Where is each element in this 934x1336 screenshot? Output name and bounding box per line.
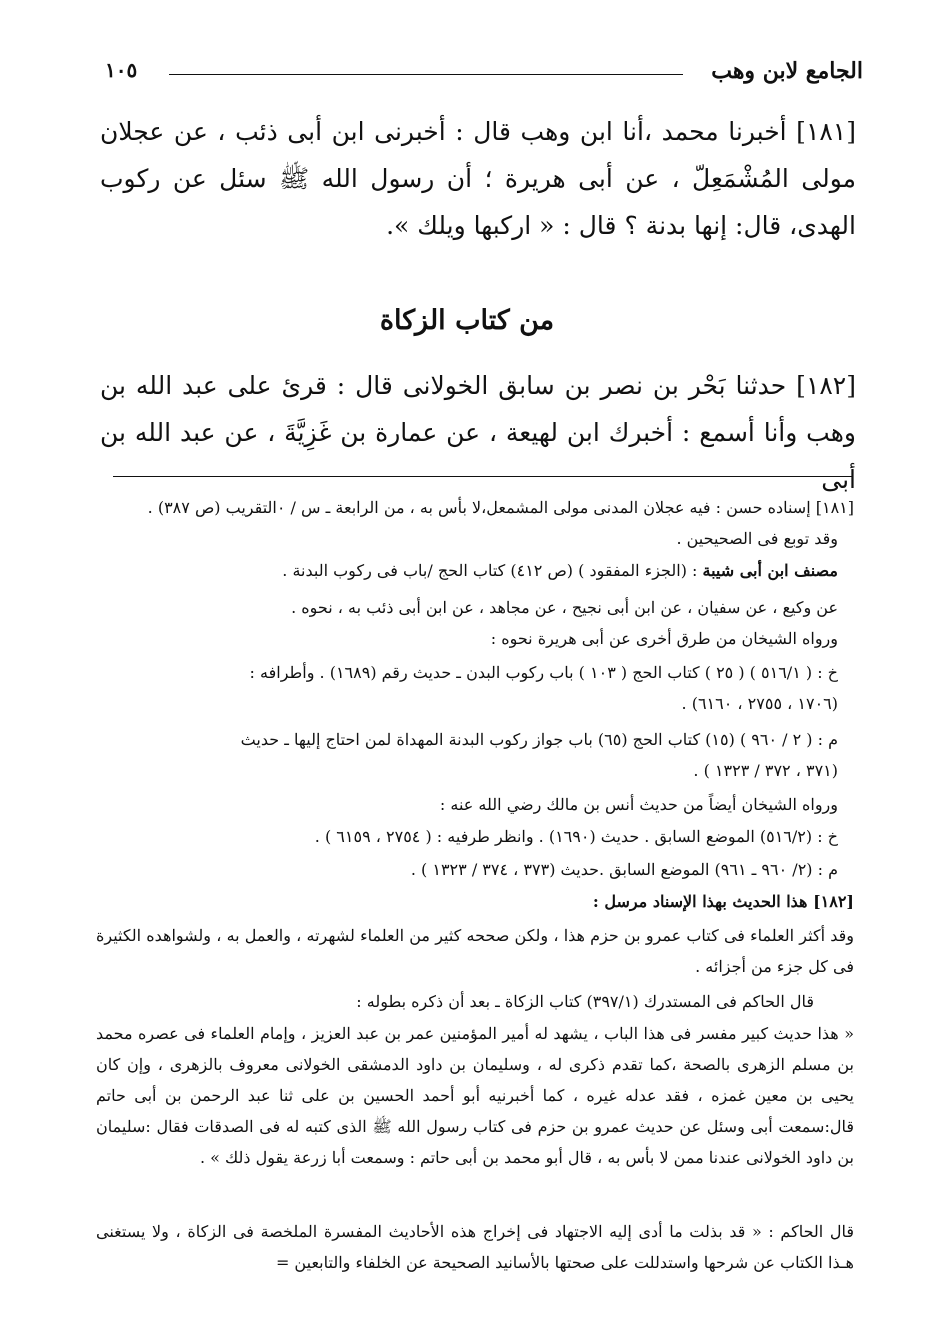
footnote-181-line: خ : (٥١٦/٢) الموضع السابق . حديث (١٦٩٠) . وانظر طرفيه : ( ٢٧٥٤ ، ٦١٥٩ ) . bbox=[314, 827, 838, 846]
footnote-divider bbox=[113, 476, 853, 477]
footnote-182-paragraph: وقد أكثر العلماء فى كتاب عمرو بن حزم هذا ، ولكن صححه كثير من العلماء لشهرته ، والعمل به ، ولشواهده الكثيرة فى كل جزء من أجزائه . bbox=[96, 926, 854, 976]
footnote-181-line: ورواه الشيخان من طرق أخرى عن أبى هريرة نحوه : bbox=[490, 629, 838, 648]
source-ref: : (الجزء المفقود ) (ص ٤١٢) كتاب الحج /باب فى ركوب البدنة . bbox=[282, 561, 703, 580]
page-number: ١٠٥ bbox=[105, 58, 138, 82]
hadith-text: حدثنا بَحْر بن نصر بن سابق الخولانى قال : قرئ على عبد الله بن وهب وأنا أسمع : أخبرك ابن لهيعة ، عن عمارة بن غَزِيَّةَ ، عن عبد الله بن أبى bbox=[100, 371, 856, 494]
footnote-182-heading: [١٨٢] هذا الحديث بهذا الإسناد مرسل : bbox=[592, 892, 854, 911]
footnote-182-paragraph: قال الحاكم فى المستدرك (٣٩٧/١) كتاب الزكاة ـ بعد أن ذكره بطوله : bbox=[356, 992, 814, 1011]
footnote-181-line: [١٨١] إسناده حسن : فيه عجلان المدنى مولى المشمعل،لا بأس به ، من الرابعة ـ س / ٠التقريب (ص ٣٨٧) . bbox=[147, 498, 854, 517]
footnote-181-line bbox=[96, 555, 838, 586]
hadith-text: أخبرنا محمد ،أنا ابن وهب قال : أخبرنى ابن أبى ذئب ، عن عجلان مولى المُشْمَعِلّ ، عن أبى هريرة ؛ أن رسول الله ﷺ سئل عن ركوب الهدى، قال: إنها بدنة ؟ قال : « اركبها ويلك ». bbox=[100, 117, 856, 240]
book-title: الجامع لابن وهب bbox=[711, 58, 863, 84]
footnote-181-line: م : (٢/ ٩٦٠ ـ ٩٦١) الموضع السابق .حديث (٣٧٣ ، ٣٧٤ / ١٣٢٣ ) . bbox=[410, 860, 838, 879]
footnote-181-line: م : ( ٢ / ٩٦٠ ) (١٥) كتاب الحج (٦٥) باب جواز ركوب البدنة المهداة لمن احتاج إليها ـ حديث bbox=[240, 730, 838, 749]
hadith-181 bbox=[100, 108, 856, 249]
header-rule bbox=[169, 74, 683, 75]
footnote-181-line: ورواه الشيخان أيضاً من حديث أنس بن مالك رضي الله عنه : bbox=[439, 795, 838, 814]
hadith-number: [١٨٢] bbox=[796, 371, 856, 400]
footnote-182-paragraph: قال الحاكم : « قد بذلت ما أدى إليه الاجتهاد فى إخراج هذه الأحاديث المفسرة الملخصة فى الزكاة ، ولا يستغنى هـذا الكتاب عن شرحها واستدللت على صحتها بالأسانيد الصحيحة عن الخلفاء والتابعين = bbox=[96, 1222, 854, 1272]
footnote-181-line: وقد توبع فى الصحيحين . bbox=[676, 529, 838, 548]
hadith-182 bbox=[100, 362, 856, 503]
footnote-182-quote: « هذا حديث كبير مفسر فى هذا الباب ، يشهد له أمير المؤمنين عمر بن عبد العزيز ، وإمام العلماء فى عصره محمد بن مسلم الزهرى بالصحة ،كما تقدم ذكرى له ، وسليمان بن داود الدمشقى الخولانى معروف بالزهرى ، وإن كان يحيى بن معين غمزه ، فقد عدله غيره ، كما أخبرنيه أبو أحمد الحسين بن على ثنا عبد الرحمن بن أبى حاتم قال:سمعت أبى وسئل عن حديث عمرو بن حزم فى كتاب رسول الله ﷺ الذى كتبه له فى الصدقات فقال :سليمان بن داود الخولانى عندنا ممن لا بأس به ، قال أبو محمد بن أبى حاتم : وسمعت أبا زرعة يقول ذلك » . bbox=[96, 1024, 854, 1167]
footnote-181-line: (٣٧١ ، ٣٧٢ / ١٣٢٣ ) . bbox=[693, 761, 838, 780]
footnote-181-line: (١٧٠٦ ، ٢٧٥٥ ، ٦١٦٠) . bbox=[681, 694, 838, 713]
running-header bbox=[105, 58, 863, 92]
footnote-181-line: خ : ( ٥١٦/١ ) ( ٢٥ ) كتاب الحج ( ١٠٣ ) باب ركوب البدن ـ حديث رقم (١٦٨٩) . وأطرافه : bbox=[249, 663, 838, 682]
hadith-number: [١٨١] bbox=[796, 117, 856, 146]
source-name: مصنف ابن أبى شيبة bbox=[702, 561, 838, 580]
footnote-181-line: عن وكيع ، عن سفيان ، عن ابن أبى نجيح ، عن مجاهد ، عن ابن أبى ذئب به ، نحوه . bbox=[291, 598, 838, 617]
section-title: من كتاب الزكاة bbox=[379, 305, 555, 336]
